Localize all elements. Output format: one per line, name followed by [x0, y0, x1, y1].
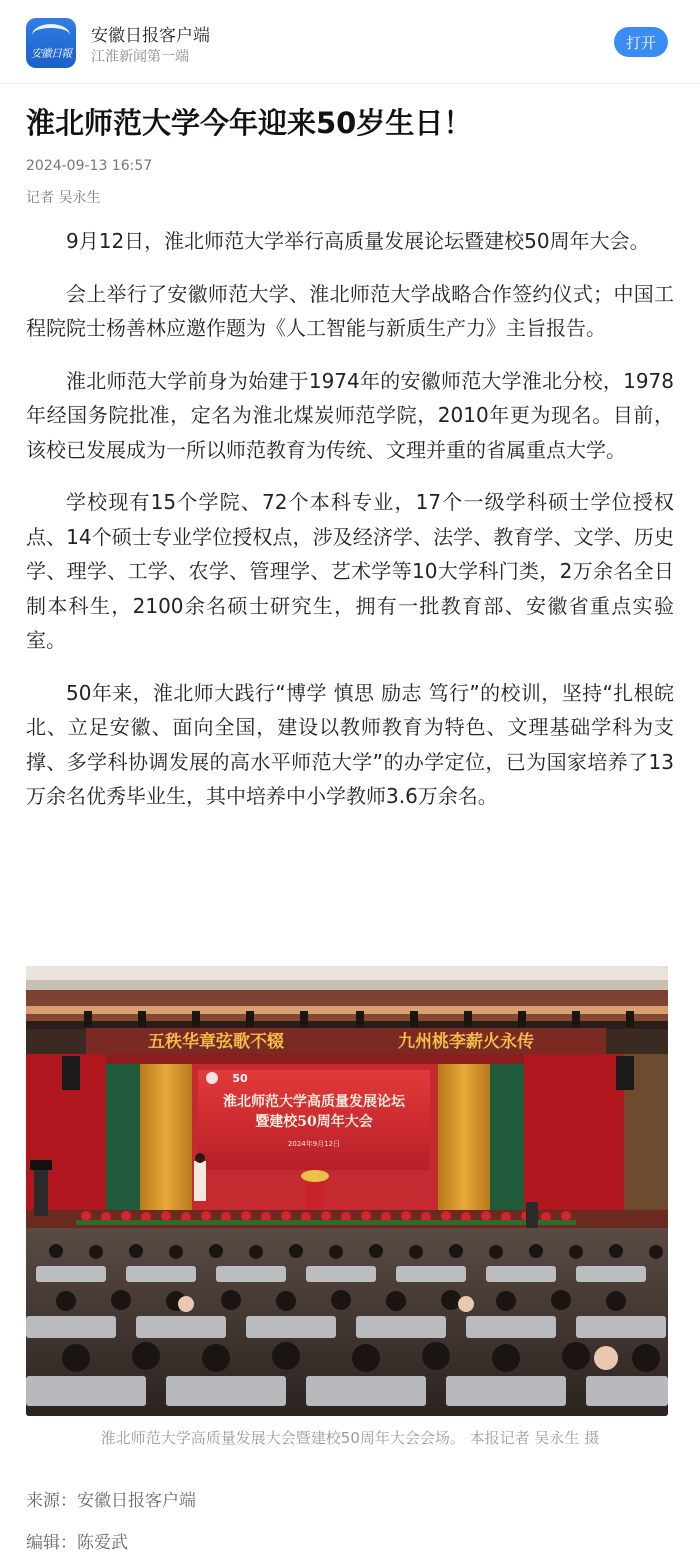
- banner-right-text: 九州桃李薪火永传: [398, 1032, 534, 1052]
- paragraph: 9月12日，淮北师范大学举行高质量发展论坛暨建校50周年大会。: [66, 229, 650, 253]
- screen-title-line1: 淮北师范大学高质量发展论坛: [223, 1094, 405, 1110]
- open-app-button[interactable]: 打开: [614, 27, 668, 57]
- screen-logo-text: 50: [232, 1072, 248, 1085]
- article: [26, 84, 674, 814]
- article-photo[interactable]: [26, 966, 668, 1416]
- editor-line: 编辑：陈爱武: [26, 1533, 128, 1553]
- paragraph: 学校现有15个学院、72个本科专业，17个一级学科硕士学位授权点、14个硕士专业学位授权点，涉及经济学、法学、教育学、文学、历史学、理学、工学、农学、管理学、艺术学等10大学科门类，2万余名全日制本科生，2100余名硕士研究生，拥有一批教育部、安徽省重点实验室。: [26, 490, 674, 652]
- author-line: 记者 吴永生: [26, 190, 101, 206]
- app-logo[interactable]: [26, 18, 76, 68]
- screen-title-line2: 暨建校50周年大会: [255, 1114, 373, 1130]
- app-name: 安徽日报客户端: [91, 26, 210, 46]
- logo-arc-icon: [32, 24, 70, 46]
- paragraph: 50年来，淮北师大践行“博学 慎思 励志 笃行”的校训，坚持“扎根皖北、立足安徽、面向全国，建设以教师教育为特色、文理基础学科为支撑、多学科协调发展的高水平师范大学”的办学定位，已为国家培养了13万余名优秀毕业生，其中培养中小学教师3.6万余名。: [26, 680, 674, 808]
- app-slogan: 江淮新闻第一端: [91, 49, 189, 65]
- photo-caption: 淮北师范大学高质量发展大会暨建校50周年大会会场。 本报记者 吴永生 摄: [100, 1429, 600, 1447]
- paragraph: 淮北师范大学前身为始建于1974年的安徽师范大学淮北分校，1978年经国务院批准，定名为淮北煤炭师范学院，2010年更为现名。目前，该校已发展成为一所以师范教育为传统、文理并重的省属重点大学。: [26, 368, 674, 462]
- auditorium-image: [26, 966, 668, 1416]
- logo-text: 安徽日報: [31, 47, 71, 60]
- paragraph: 会上举行了安徽师范大学、淮北师范大学战略合作签约仪式；中国工程院院士杨善林应邀作题为《人工智能与新质生产力》主旨报告。: [26, 281, 674, 340]
- source-line: 来源：安徽日报客户端: [26, 1491, 196, 1511]
- article-title: 淮北师范大学今年迎来50岁生日！: [26, 106, 473, 140]
- app-download-bar: [0, 0, 700, 84]
- banner-left-text: 五秩华章弦歌不辍: [148, 1032, 284, 1052]
- screen-date: 2024年9月12日: [287, 1140, 341, 1148]
- publish-date: 2024-09-13 16:57: [26, 158, 153, 174]
